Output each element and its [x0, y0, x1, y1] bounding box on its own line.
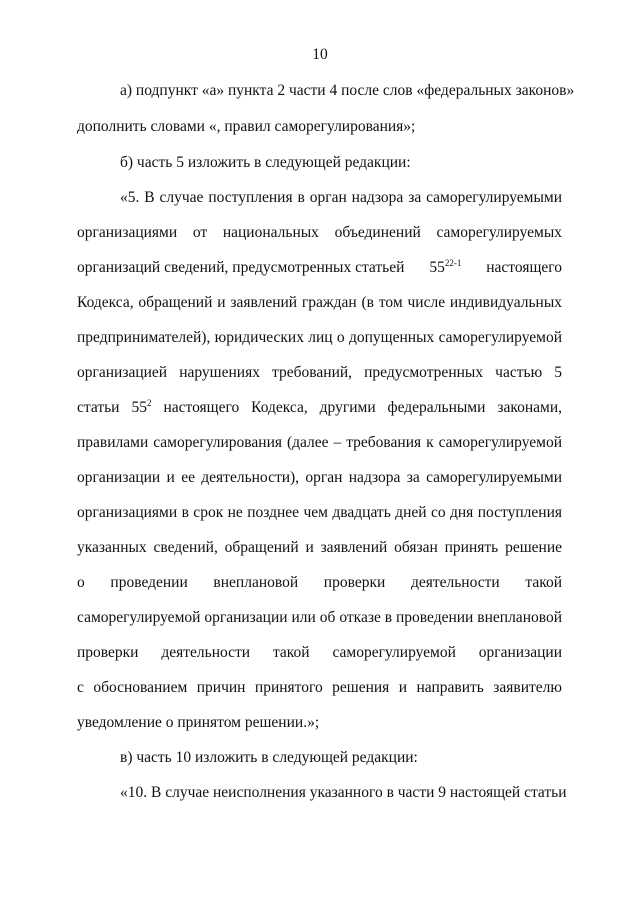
paragraph-line: организацией нарушениях требований, предусмотренных частью 5: [77, 364, 562, 381]
paragraph-line: организациями в срок не позднее чем двадцать дней со дня поступления: [77, 504, 562, 521]
line-text: настоящего: [486, 259, 562, 276]
page-number: 10: [312, 46, 328, 63]
article-reference: 55$^{22-1}$: [429, 257, 462, 276]
article-reference: $55^2$: [131, 397, 152, 416]
paragraph-line: «10. В случае неисполнения указанного в части 9 настоящей статьи: [120, 784, 567, 801]
paragraph-line: с обоснованием причин принятого решения и направить заявителю: [77, 679, 562, 696]
paragraph-line: организациями от национальных объединений саморегулируемых: [77, 224, 562, 241]
line-text: статьи: [77, 399, 120, 416]
paragraph-line: «5. В случае поступления в орган надзора за саморегулируемыми: [120, 189, 562, 206]
paragraph-line: о проведении внеплановой проверки деятельности такой: [77, 574, 562, 591]
paragraph-line: а) подпункт «а» пункта 2 части 4 после слов «федеральных законов»: [120, 82, 575, 99]
line-text: организаций сведений, предусмотренных статьей: [77, 259, 405, 276]
paragraph-line: дополнить словами «, правил саморегулирования»;: [77, 118, 416, 135]
paragraph-line: проверки деятельности такой саморегулируемой организации: [77, 644, 562, 661]
paragraph-line: уведомление о принятом решении.»;: [77, 714, 320, 731]
paragraph-line: [77, 399, 562, 417]
paragraph-line: предпринимателей), юридических лиц о допущенных саморегулируемой: [77, 329, 562, 346]
paragraph-line: [77, 259, 562, 277]
paragraph-line: б) часть 5 изложить в следующей редакции:: [120, 154, 411, 171]
line-text: настоящего Кодекса, другими федеральными законами,: [163, 399, 562, 416]
paragraph-line: саморегулируемой организации или об отказе в проведении внеплановой: [77, 609, 562, 626]
paragraph-line: Кодекса, обращений и заявлений граждан (в том числе индивидуальных: [77, 294, 562, 311]
paragraph-line: в) часть 10 изложить в следующей редакции:: [120, 749, 418, 766]
paragraph-line: организации и ее деятельности), орган надзора за саморегулируемыми: [77, 469, 562, 486]
paragraph-line: правилами саморегулирования (далее – требования к саморегулируемой: [77, 434, 562, 451]
paragraph-line: указанных сведений, обращений и заявлений обязан принять решение: [77, 539, 562, 556]
